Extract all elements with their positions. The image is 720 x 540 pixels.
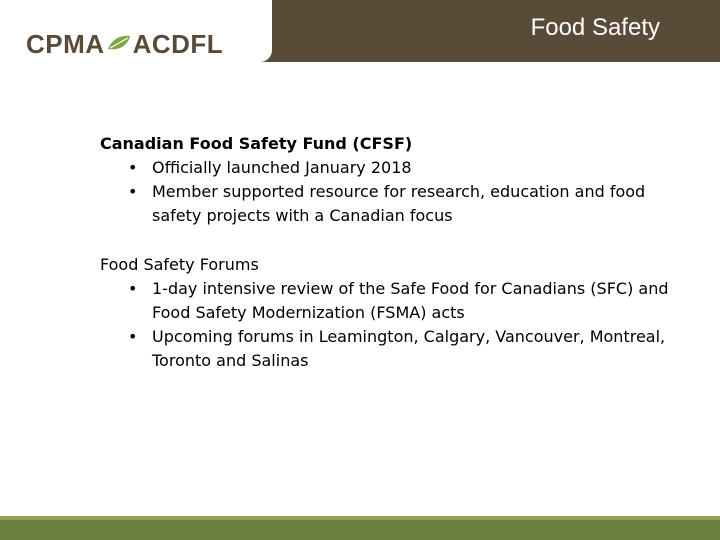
list-item-text: Officially launched January 2018 [152, 158, 412, 177]
footer-bar [0, 516, 720, 540]
bullet-dot: • [128, 279, 138, 298]
logo [26, 30, 223, 58]
list-item [100, 277, 680, 325]
section-forums [100, 253, 680, 373]
logo-text-left: CPMA [26, 28, 105, 59]
logo-panel [0, 0, 272, 62]
bullet-dot: • [128, 327, 138, 346]
section-heading: Food Safety Forums [100, 255, 259, 274]
list-item [100, 325, 680, 373]
page-title: Food Safety [530, 14, 660, 41]
bullet-list [100, 277, 680, 373]
list-item-text: 1-day intensive review of the Safe Food for Canadians (SFC) and Food Safety Modernization (FSMA) acts [152, 279, 669, 322]
section-cfsf [100, 132, 680, 228]
list-item-text: Upcoming forums in Leamington, Calgary, Vancouver, Montreal, Toronto and Salinas [152, 327, 666, 370]
bullet-list [100, 156, 680, 228]
bullet-dot: • [128, 158, 138, 177]
bullet-dot: • [128, 182, 138, 201]
logo-text-right: ACDFL [132, 28, 224, 59]
footer-stripe [0, 516, 720, 520]
content [100, 132, 680, 398]
list-item [100, 180, 680, 228]
section-heading: Canadian Food Safety Fund (CFSF) [100, 134, 413, 153]
list-item [100, 156, 680, 180]
list-item-text: Member supported resource for research, education and food safety projects with a Canadian focus [152, 182, 646, 225]
leaf-icon [106, 33, 132, 55]
